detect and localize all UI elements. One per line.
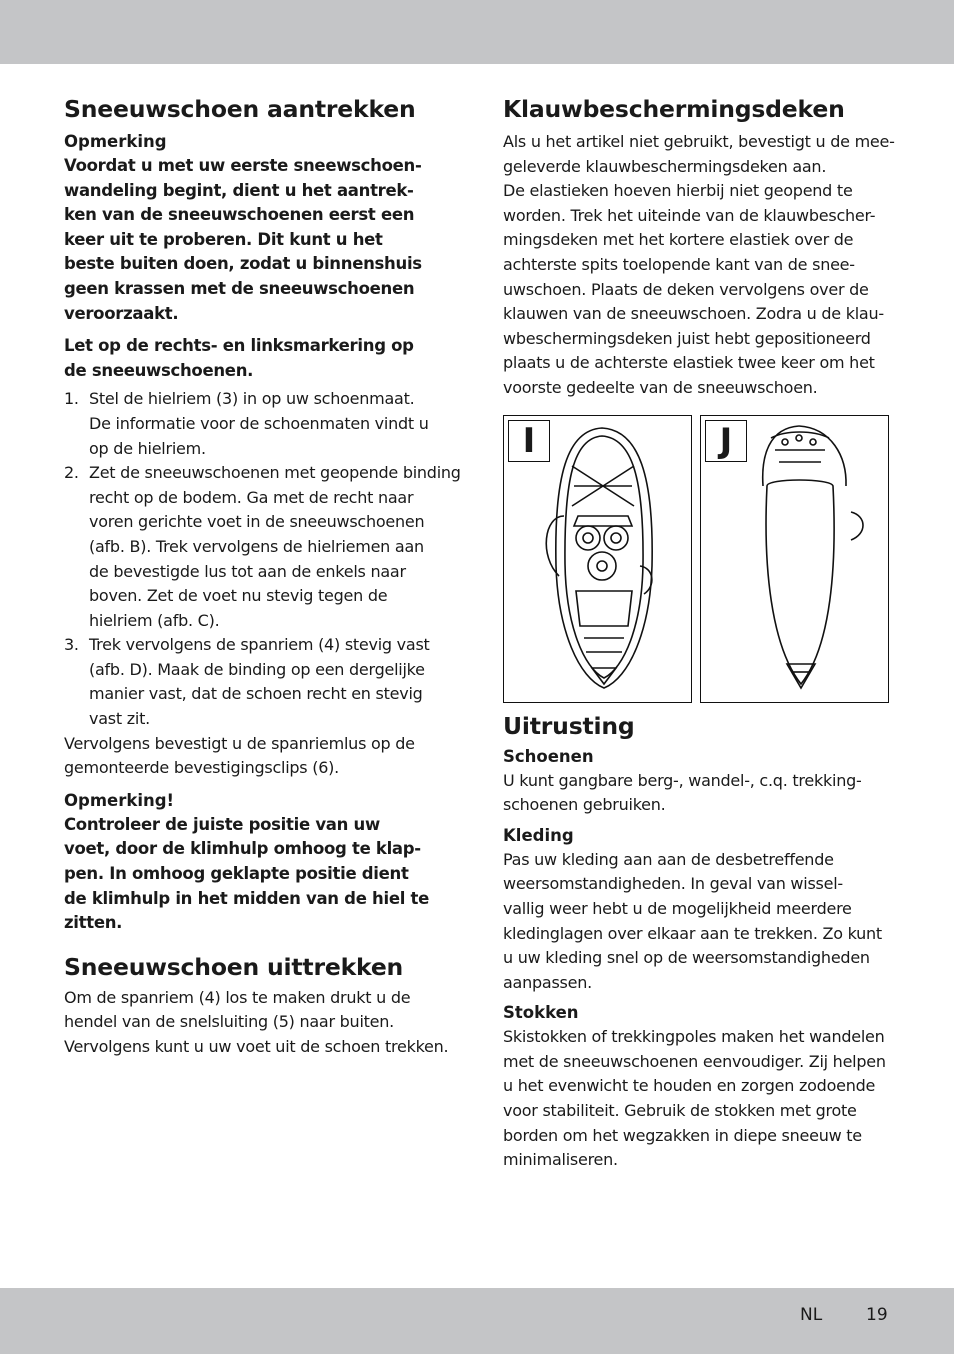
step-line: op de hielriem. bbox=[89, 438, 206, 458]
page-number: 19 bbox=[866, 1305, 888, 1325]
schoenen-line: schoenen gebruiken. bbox=[503, 795, 666, 815]
klauw-line: mingsdeken met het kortere elastiek over de bbox=[503, 230, 854, 250]
step-number: 3. bbox=[64, 635, 79, 655]
uittrekken-line: Vervolgens kunt u uw voet uit de schoen trekken. bbox=[64, 1037, 449, 1056]
figure-label-i: I bbox=[508, 420, 550, 462]
stokken-text bbox=[503, 1025, 895, 1173]
note-line: beste buiten doen, zodat u binnenshuis bbox=[64, 254, 422, 274]
note2-line: de klimhulp in het midden van de hiel te bbox=[64, 888, 429, 908]
step-item bbox=[64, 387, 454, 461]
step-line: boven. Zet de voet nu stevig tegen de bbox=[89, 586, 388, 606]
figure-j-claw-cover bbox=[700, 415, 889, 703]
step-line: Trek vervolgens de spanriem (4) stevig vast bbox=[89, 635, 430, 655]
subheading-schoenen: Schoenen bbox=[503, 746, 594, 766]
klauw-line: wbeschermingsdeken juist hebt gepositioneerd bbox=[503, 328, 871, 348]
uittrekken-text bbox=[64, 986, 454, 1060]
note2-text bbox=[64, 813, 454, 936]
left-column bbox=[64, 92, 461, 1060]
figure-label-j: J bbox=[705, 420, 747, 462]
kleding-line: Pas uw kleding aan aan de desbetreffende bbox=[503, 849, 834, 869]
step-number: 1. bbox=[64, 389, 79, 409]
note-line: veroorzaakt. bbox=[64, 303, 179, 323]
step-line: Stel de hielriem (3) in op uw schoenmaat. bbox=[89, 389, 415, 409]
klauw-line: worden. Trek het uiteinde van de klauwbescher- bbox=[503, 205, 876, 225]
subheading-kleding: Kleding bbox=[503, 825, 574, 845]
instruction-steps bbox=[64, 387, 461, 731]
after-line: gemonteerde bevestigingsclips (6). bbox=[64, 758, 339, 778]
note-line: wandeling begint, dient u het aantrek- bbox=[64, 180, 414, 200]
klauw-line: uwschoen. Plaats de deken vervolgens over de bbox=[503, 279, 869, 299]
stokken-line: minimaliseren. bbox=[503, 1150, 618, 1170]
klauw-text bbox=[503, 130, 895, 401]
stokken-line: Skistokken of trekkingpoles maken het wandelen bbox=[503, 1027, 885, 1047]
klauw-line: klauwen van de sneeuwschoen. Zodra u de klau- bbox=[503, 304, 884, 324]
step-item bbox=[64, 461, 461, 633]
step-line: de bevestigde lus tot aan de enkels naar bbox=[89, 561, 406, 581]
step-line: manier vast, dat de schoen recht en stevig bbox=[89, 684, 423, 704]
klauw-line: geleverde klauwbeschermingsdeken aan. bbox=[503, 156, 827, 176]
section-title-uittrekken: Sneeuwschoen uittrekken bbox=[64, 952, 404, 981]
step-line: Zet de sneeuwschoenen met geopende binding bbox=[89, 463, 461, 483]
note2-line: voet, door de klimhulp omhoog te klap- bbox=[64, 839, 421, 859]
step-line: voren gerichte voet in de sneeuwschoenen bbox=[89, 512, 425, 532]
stokken-line: voor stabiliteit. Gebruik de stokken met grote bbox=[503, 1101, 857, 1121]
kleding-line: vallig weer hebt u de mogelijkheid meerdere bbox=[503, 898, 852, 918]
schoenen-line: U kunt gangbare berg-, wandel-, c.q. trekking- bbox=[503, 770, 862, 790]
marking-warning bbox=[64, 334, 454, 383]
kleding-line: u uw kleding snel op de weersomstandigheden bbox=[503, 948, 870, 968]
uittrekken-line: hendel van de snelsluiting (5) naar buiten. bbox=[64, 1012, 394, 1032]
step-line: hielriem (afb. C). bbox=[89, 610, 220, 630]
figure-i-snowshoe bbox=[503, 415, 692, 703]
kleding-line: aanpassen. bbox=[503, 972, 592, 992]
warning-line: Let op de rechts- en linksmarkering op bbox=[64, 336, 414, 356]
after-line: Vervolgens bevestigt u de spanriemlus op de bbox=[64, 733, 415, 753]
right-column bbox=[503, 92, 895, 1173]
note2-line: pen. In omhoog geklapte positie dient bbox=[64, 864, 409, 884]
step-line: recht op de bodem. Ga met de recht naar bbox=[89, 487, 414, 507]
step-line: (afb. B). Trek vervolgens de hielriemen aan bbox=[89, 536, 424, 556]
note-line: Voordat u met uw eerste sneewschoen- bbox=[64, 156, 422, 175]
kleding-line: weersomstandigheden. In geval van wissel- bbox=[503, 874, 843, 894]
klauw-line: Als u het artikel niet gebruikt, bevestigt u de mee- bbox=[503, 132, 895, 151]
step-line: vast zit. bbox=[89, 709, 150, 729]
note-line: geen krassen met de sneeuwschoenen bbox=[64, 278, 415, 298]
stokken-line: borden om het wegzakken in diepe sneeuw te bbox=[503, 1125, 862, 1145]
note2-line: zitten. bbox=[64, 913, 123, 933]
kleding-text bbox=[503, 848, 895, 996]
section-title-klauwbescherming: Klauwbeschermingsdeken bbox=[503, 95, 845, 123]
note2-heading: Opmerking! bbox=[64, 790, 175, 810]
section-title-uitrusting: Uitrusting bbox=[503, 711, 635, 740]
stokken-line: u het evenwicht te houden en zorgen zodoende bbox=[503, 1076, 876, 1096]
note-heading: Opmerking bbox=[64, 132, 167, 151]
language-code: NL bbox=[800, 1305, 823, 1325]
stokken-line: met de sneeuwschoenen eenvoudiger. Zij helpen bbox=[503, 1051, 886, 1071]
schoenen-text bbox=[503, 769, 895, 818]
note-line: keer uit te proberen. Dit kunt u het bbox=[64, 229, 383, 249]
step-item bbox=[64, 633, 454, 731]
subheading-stokken: Stokken bbox=[503, 1003, 579, 1023]
uittrekken-line: Om de spanriem (4) los te maken drukt u de bbox=[64, 987, 411, 1007]
klauw-line: plaats u de achterste elastiek twee keer om het bbox=[503, 353, 875, 373]
step-line: (afb. D). Maak de binding op een dergelijke bbox=[89, 659, 425, 679]
klauw-line: voorste gedeelte van de sneeuwschoen. bbox=[503, 377, 818, 397]
section-title-aantrekken: Sneeuwschoen aantrekken bbox=[64, 95, 416, 123]
note-line: ken van de sneeuwschoenen eerst een bbox=[64, 205, 415, 225]
after-steps-text bbox=[64, 732, 454, 781]
note-text bbox=[64, 154, 454, 326]
warning-line: de sneeuwschoenen. bbox=[64, 360, 254, 380]
figure-row bbox=[503, 415, 895, 705]
klauw-line: De elastieken hoeven hierbij niet geopend te bbox=[503, 181, 853, 201]
note2-line: Controleer de juiste positie van uw bbox=[64, 814, 380, 834]
klauw-line: achterste spits toelopende kant van de snee- bbox=[503, 254, 855, 274]
kleding-line: kledinglagen over elkaar aan te trekken. Zo kunt bbox=[503, 923, 882, 943]
step-line: De informatie voor de schoenmaten vindt u bbox=[89, 413, 429, 433]
header-bar bbox=[0, 0, 954, 64]
step-number: 2. bbox=[64, 463, 79, 483]
